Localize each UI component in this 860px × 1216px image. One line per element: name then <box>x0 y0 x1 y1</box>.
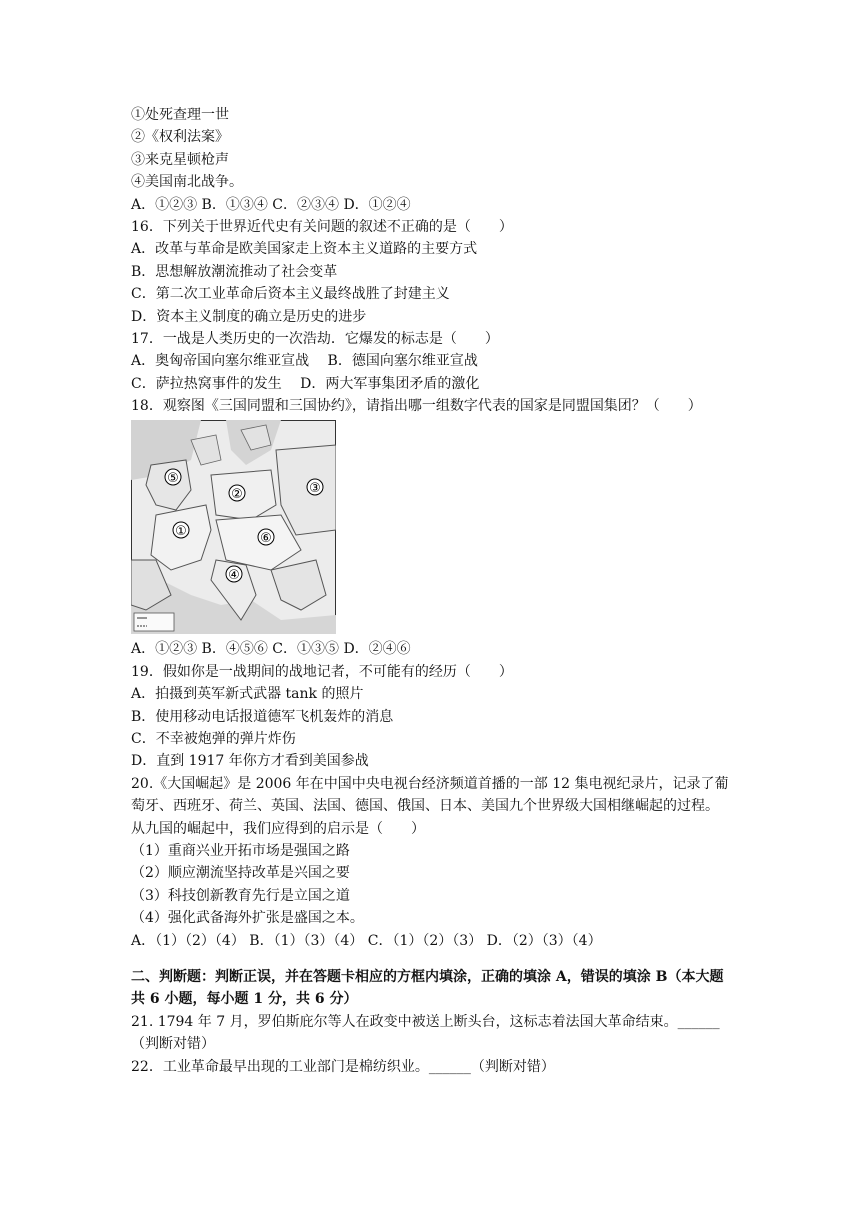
svg-text:③: ③ <box>309 481 321 497</box>
q21-stem: 21. 1794 年 7 月，罗伯斯庇尔等人在政变中被送上断头台，这标志着法国大革命结束。______（判断对错） <box>131 1013 720 1053</box>
q17-options-cd: C．萨拉热窝事件的发生 D．两大军事集团矛盾的激化 <box>131 375 480 392</box>
q22-stem: 22．工业革命最早出现的工业部门是棉纺织业。______（判断对错） <box>131 1058 555 1075</box>
svg-text:⑤: ⑤ <box>167 471 179 487</box>
q20-item-4: （4）强化武备海外扩张是盛国之本。 <box>131 910 364 927</box>
q19-option-b: B．使用移动电话报道德军飞机轰炸的消息 <box>131 708 394 725</box>
map-marker-2 <box>229 485 245 502</box>
q16-stem: 16．下列关于世界近代史有关问题的叙述不正确的是（ ） <box>131 218 513 235</box>
q17-stem: 17．一战是人类历史的一次浩劫．它爆发的标志是（ ） <box>131 330 499 347</box>
europe-map-figure <box>131 420 336 634</box>
q20-stem: 20.《大国崛起》是 2006 年在中国中央电视台经济频道首播的一部 12 集电视纪录片，记录了葡萄牙、西班牙、荷兰、英国、法国、德国、俄国、日本、美国九个世界级大国相继崛起的过程。从九国的崛起中，我们应得到的启示是（ ） <box>131 775 729 837</box>
q16-option-a: A．改革与革命是欧美国家走上资本主义道路的主要方式 <box>131 241 478 258</box>
q20-item-3: （3）科技创新教育先行是立国之道 <box>131 887 350 904</box>
map-marker-6 <box>258 529 274 546</box>
map-marker-3 <box>307 479 323 496</box>
q20-options: A．（1）（2）（4） B．（1）（3）（4） C．（1）（2）（3） D．（2）（3）（4） <box>131 932 602 949</box>
q20-item-1: （1）重商兴业开拓市场是强国之路 <box>131 843 350 860</box>
q15-item-3: ③来克星顿枪声 <box>131 151 229 168</box>
q15-item-1: ①处死查理一世 <box>131 107 229 123</box>
q15-item-4: ④美国南北战争。 <box>131 174 243 191</box>
svg-text:②: ② <box>231 487 243 503</box>
q19-option-a: A．拍摄到英军新式武器 tank 的照片 <box>131 686 364 703</box>
q15-item-2: ②《权利法案》 <box>131 129 229 146</box>
q19-option-c: C．不幸被炮弹的弹片炸伤 <box>131 731 296 748</box>
svg-text:④: ④ <box>228 568 240 584</box>
q20-item-2: （2）顺应潮流坚持改革是兴国之要 <box>131 865 350 882</box>
q18-options: A．①②③ B．④⑤⑥ C．①③⑤ D．②④⑥ <box>131 641 411 658</box>
alliance-map <box>131 420 336 634</box>
q16-option-b: B．思想解放潮流推动了社会变革 <box>131 263 338 280</box>
svg-text:①: ① <box>175 524 187 540</box>
q18-stem: 18．观察图《三国同盟和三国协约》，请指出哪一组数字代表的国家是同盟国集团？（ ） <box>131 398 702 415</box>
section-2-heading: 二、判断题：判断正误，并在答题卡相应的方框内填涂，正确的填涂 A，错误的填涂 B（本大题共 6 小题，每小题 1 分，共 6 分） <box>131 968 724 1008</box>
q16-option-d: D．资本主义制度的确立是历史的进步 <box>131 308 367 325</box>
q19-option-d: D．直到 1917 年你方才看到美国参战 <box>131 753 369 770</box>
exam-page <box>131 104 731 1078</box>
q15-options: A．①②③ B．①③④ C．②③④ D．①②④ <box>131 196 411 213</box>
map-marker-5 <box>165 469 181 486</box>
map-legend <box>134 613 174 631</box>
map-marker-4 <box>226 566 242 583</box>
map-marker-1 <box>173 522 189 539</box>
svg-text:⑥: ⑥ <box>260 531 272 547</box>
q19-stem: 19．假如你是一战期间的战地记者，不可能有的经历（ ） <box>131 663 513 680</box>
q17-options-ab: A．奥匈帝国向塞尔维亚宣战 B．德国向塞尔维亚宣战 <box>131 353 478 370</box>
q16-option-c: C．第二次工业革命后资本主义最终战胜了封建主义 <box>131 286 450 303</box>
